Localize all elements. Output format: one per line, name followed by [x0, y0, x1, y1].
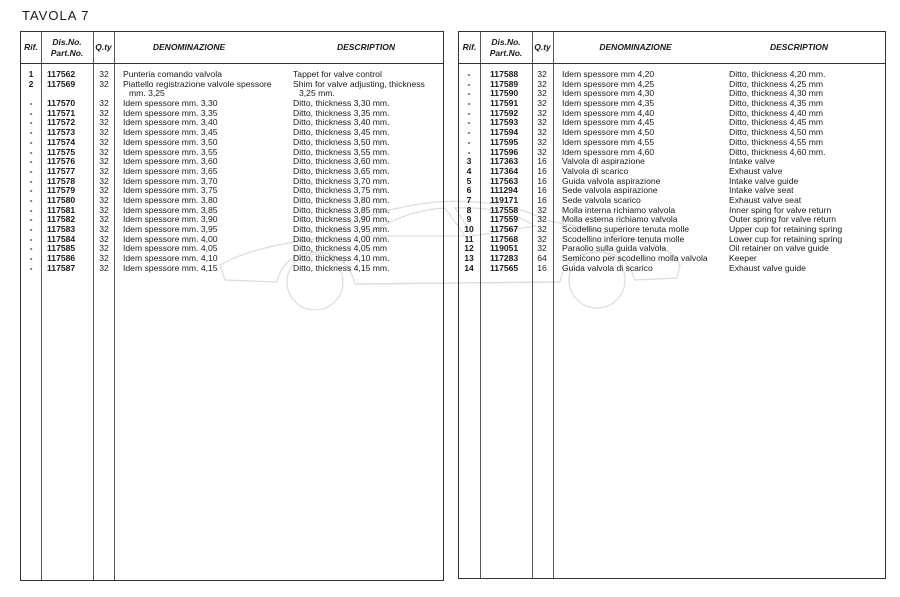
part-number: 111294: [490, 185, 518, 196]
denominazione-text: Idem spessore mm. 3,30: [123, 98, 218, 109]
description-text: Ditto, thickness 4,10 mm.: [293, 253, 390, 264]
quantity: 16: [537, 185, 547, 196]
ref-number: -: [29, 224, 33, 235]
denominazione-text: Scodellino inferiore tenuta molle: [562, 233, 685, 244]
ref-number: -: [29, 117, 33, 128]
ref-number: -: [29, 214, 33, 225]
quantity: 32: [537, 69, 547, 79]
part-number: 117581: [47, 204, 76, 215]
quantity: 16: [537, 175, 547, 186]
header-description: DESCRIPTION: [769, 42, 829, 52]
quantity: 32: [537, 127, 547, 138]
part-number: 117570: [47, 98, 76, 109]
part-number: 117587: [47, 262, 76, 273]
ref-number: -: [29, 98, 33, 109]
table-row: [459, 254, 885, 264]
quantity: 32: [99, 136, 109, 147]
description-text: Ditto, thickness 4,50 mm: [729, 127, 824, 138]
quantity: 32: [537, 107, 547, 118]
quantity: 32: [537, 98, 547, 109]
denominazione-text: Idem spessore mm. 4,05: [123, 243, 218, 254]
ref-number: 7: [466, 194, 472, 205]
denominazione-text: Idem spessore mm. 3,35: [123, 107, 218, 118]
header-part-no: [41, 32, 93, 63]
description-text: Intake valve seat: [729, 185, 794, 196]
denominazione-text: Guida valvola aspirazione: [562, 175, 661, 186]
table-row: [459, 148, 885, 158]
denominazione-text: Idem spessore mm 4,35: [562, 98, 655, 109]
ref-number: -: [29, 165, 33, 176]
ref-number: 1: [28, 69, 34, 79]
ref-number: 6: [466, 185, 472, 196]
part-number: 117569: [47, 78, 76, 89]
quantity: 32: [99, 69, 109, 79]
denominazione-text: Idem spessore mm 4,60: [562, 146, 655, 157]
quantity: 16: [537, 194, 547, 205]
ref-number: -: [29, 243, 33, 254]
header-dis-no: Dis.No.: [52, 36, 82, 47]
denominazione-text: Idem spessore mm. 4,10: [123, 253, 218, 264]
part-number: 117578: [47, 175, 76, 186]
quantity: 32: [99, 194, 109, 205]
header-qty: Q.ty: [95, 42, 112, 52]
ref-number: -: [467, 69, 471, 79]
description-text: Ditto, thickness 4,60 mm.: [729, 146, 826, 157]
denominazione-text: Molla esterna richiamo valvola: [562, 214, 678, 225]
description-text: Exhaust valve seat: [729, 194, 802, 205]
table-row: [21, 80, 443, 99]
description-text: Ditto, thickness 3,30 mm.: [293, 98, 390, 109]
part-number: 117572: [47, 117, 76, 128]
quantity: 32: [99, 214, 109, 225]
ref-number: 12: [464, 243, 474, 254]
part-number: 119051: [490, 243, 519, 254]
description-text: Ditto, thickness 3,40 mm.: [293, 117, 390, 128]
description-text: Ditto, thickness 3,85 mm.: [293, 204, 390, 215]
part-number: 117591: [490, 98, 519, 109]
quantity: 32: [537, 146, 547, 157]
part-number: 117567: [490, 224, 519, 234]
quantity: 32: [99, 156, 109, 167]
ref-number: -: [467, 107, 471, 118]
denominazione-text: Semicono per scodellino molla valvola: [562, 253, 708, 264]
ref-number: -: [29, 194, 33, 205]
ref-number: -: [467, 127, 471, 138]
part-number: 117583: [47, 224, 76, 235]
denominazione-text: Idem spessore mm. 3,75: [123, 185, 218, 196]
description-text: Exhaust valve guide: [729, 262, 806, 273]
table-row: [459, 264, 885, 274]
ref-number: -: [29, 233, 33, 244]
denominazione-text: Idem spessore mm. 4,00: [123, 233, 218, 244]
description-text: Ditto, thickness 4,25 mm: [729, 78, 824, 89]
ref-number: -: [29, 253, 33, 264]
denominazione-text: Punteria comando valvola: [123, 69, 222, 79]
description-text: Tappet for valve control: [293, 69, 382, 79]
ref-number: -: [29, 204, 33, 215]
denominazione-text: Idem spessore mm. 3,90: [123, 214, 218, 225]
denominazione-text: Idem spessore mm. 3,95: [123, 224, 218, 235]
part-number: 117594: [490, 127, 519, 138]
denominazione-text-cont: mm. 3,25: [129, 88, 165, 99]
part-number: 117283: [490, 253, 519, 264]
table-row: [459, 167, 885, 177]
quantity: 32: [537, 224, 547, 234]
parts-table-left: [20, 31, 444, 581]
ref-number: 13: [464, 253, 474, 264]
denominazione-text: Idem spessore mm 4,25: [562, 78, 655, 89]
quantity: 32: [99, 253, 109, 264]
ref-number: -: [29, 185, 33, 196]
description-text: Intake valve guide: [729, 175, 799, 186]
denominazione-text: Sede valvola scarico: [562, 194, 641, 205]
header-part-no: [480, 32, 532, 63]
header-rif: Rif.: [24, 42, 38, 52]
denominazione-text: Idem spessore mm. 4,15: [123, 262, 218, 273]
quantity: 32: [537, 243, 547, 254]
quantity: 32: [99, 204, 109, 215]
denominazione-text: Idem spessore mm. 3,60: [123, 156, 218, 167]
header-denominazione: DENOMINAZIONE: [152, 42, 226, 52]
ref-number: -: [467, 117, 471, 128]
part-number: 117563: [490, 175, 519, 186]
description-text: Ditto, thickness 4,40 mm: [729, 107, 824, 118]
denominazione-text: Valvola di scarico: [562, 165, 629, 176]
header-dis-no: Dis.No.: [491, 36, 521, 47]
description-text: Ditto, thickness 4,55 mm: [729, 136, 824, 147]
denominazione-text: Molla interna richiamo valvola: [562, 204, 676, 215]
part-number: 117580: [47, 194, 76, 205]
denominazione-text: Idem spessore mm 4,30: [562, 88, 655, 99]
quantity: 32: [537, 117, 547, 128]
description-text: Ditto, thickness 3,75 mm.: [293, 185, 390, 196]
denominazione-text: Idem spessore mm. 3,65: [123, 165, 218, 176]
ref-number: 11: [464, 233, 474, 244]
part-number: 117568: [490, 233, 519, 244]
part-number: 117577: [47, 165, 76, 176]
description-text: Ditto, thickness 3,95 mm.: [293, 224, 390, 235]
ref-number: -: [467, 136, 471, 147]
description-text: Lower cup for retaining spring: [729, 233, 843, 244]
header-rif: Rif.: [462, 42, 477, 52]
table-header: [21, 32, 443, 64]
description-text: Ditto, thickness 4,05 mm: [293, 243, 388, 254]
denominazione-text: Idem spessore mm. 3,40: [123, 117, 218, 128]
description-text: Shim for valve adjusting, thickness: [293, 78, 425, 89]
part-number: 117589: [490, 78, 519, 89]
ref-number: 9: [466, 214, 472, 225]
part-number: 117579: [47, 185, 76, 196]
quantity: 32: [99, 146, 109, 157]
part-number: 117562: [47, 69, 76, 79]
quantity: 64: [537, 253, 547, 264]
ref-number: -: [467, 146, 471, 157]
part-number: 117592: [490, 107, 519, 118]
header-part-no-label: Part.No.: [50, 47, 84, 58]
quantity: 32: [99, 185, 109, 196]
quantity: 32: [99, 175, 109, 186]
quantity: 32: [99, 78, 109, 89]
quantity: 32: [99, 243, 109, 254]
table-body: [459, 70, 885, 273]
ref-number: -: [29, 175, 33, 186]
description-text: Ditto, thickness 3,55 mm.: [293, 146, 390, 157]
quantity: 32: [537, 214, 547, 225]
part-number: 117585: [47, 243, 76, 254]
denominazione-text: Guida valvola di scarico: [562, 262, 653, 273]
quantity: 32: [537, 233, 547, 244]
description-text: Intake valve: [729, 156, 775, 167]
description-text: Ditto, thickness 4,45 mm: [729, 117, 824, 128]
ref-number: -: [467, 88, 471, 99]
denominazione-text: Paraolio sulla guida valvola: [562, 243, 667, 254]
part-number: 117575: [47, 146, 76, 157]
part-number: 117595: [490, 136, 519, 147]
quantity: 32: [537, 136, 547, 147]
denominazione-text: Idem spessore mm. 3,45: [123, 127, 218, 138]
parts-table-right: [458, 31, 886, 579]
description-text: Ditto, thickness 3,50 mm.: [293, 136, 390, 147]
description-text: Ditto, thickness 3,45 mm.: [293, 127, 390, 138]
quantity: 32: [99, 117, 109, 128]
table-body: [21, 70, 443, 273]
ref-number: -: [29, 156, 33, 167]
page-title: TAVOLA 7: [22, 8, 90, 23]
description-text: Outer spring for valve return: [729, 214, 836, 225]
quantity: 32: [99, 262, 109, 273]
description-text-cont: 3,25 mm.: [299, 88, 335, 99]
part-number: 117571: [47, 107, 76, 118]
part-number: 117584: [47, 233, 76, 244]
denominazione-text: Piattello registrazione valvole spessore: [123, 78, 272, 89]
denominazione-text: Sede valvola aspirazione: [562, 185, 658, 196]
table-row: [459, 177, 885, 187]
description-text: Oil retainer on valve guide: [729, 243, 829, 254]
header-qty: Q.ty: [534, 42, 551, 52]
table-row: [459, 157, 885, 167]
ref-number: -: [467, 98, 471, 109]
part-number: 117574: [47, 136, 76, 147]
ref-number: 10: [464, 224, 474, 234]
denominazione-text: Idem spessore mm 4,45: [562, 117, 655, 128]
denominazione-text: Idem spessore mm 4,50: [562, 127, 655, 138]
description-text: Upper cup for retaining spring: [729, 224, 843, 234]
ref-number: 8: [466, 204, 472, 215]
description-text: Keeper: [729, 253, 757, 264]
ref-number: 3: [466, 156, 472, 167]
denominazione-text: Idem spessore mm 4,20: [562, 69, 655, 79]
part-number: 117558: [490, 204, 519, 215]
ref-number: 2: [28, 78, 34, 89]
table-row: [459, 186, 885, 196]
ref-number: 14: [464, 262, 474, 273]
denominazione-text: Idem spessore mm. 3,55: [123, 146, 218, 157]
part-number: 117559: [490, 214, 519, 225]
denominazione-text: Scodellino superiore tenuta molle: [562, 224, 690, 234]
description-text: Ditto, thickness 3,80 mm.: [293, 194, 390, 205]
header-part-no-label: Part.No.: [489, 47, 523, 58]
part-number: 117364: [490, 165, 519, 176]
description-text: Ditto, thickness 4,15 mm.: [293, 262, 390, 273]
part-number: 117363: [490, 156, 519, 167]
description-text: Ditto, thickness 4,30 mm: [729, 88, 824, 99]
quantity: 32: [537, 88, 547, 99]
quantity: 32: [99, 98, 109, 109]
description-text: Ditto, thickness 3,70 mm.: [293, 175, 390, 186]
part-number: 117590: [490, 88, 519, 99]
denominazione-text: Idem spessore mm 4,55: [562, 136, 655, 147]
part-number: 117576: [47, 156, 76, 167]
denominazione-text: Idem spessore mm. 3,80: [123, 194, 218, 205]
table-header: [459, 32, 885, 64]
denominazione-text: Idem spessore mm. 3,85: [123, 204, 218, 215]
description-text: Exhaust valve: [729, 165, 783, 176]
quantity: 32: [99, 233, 109, 244]
ref-number: -: [467, 78, 471, 89]
part-number: 117586: [47, 253, 76, 264]
description-text: Ditto, thickness 3,65 mm.: [293, 165, 390, 176]
quantity: 16: [537, 156, 547, 167]
quantity: 32: [99, 165, 109, 176]
part-number: 119171: [490, 194, 519, 205]
description-text: Ditto, thickness 4,00 mm.: [293, 233, 390, 244]
description-text: Ditto, thickness 4,35 mm: [729, 98, 824, 109]
ref-number: 5: [466, 175, 472, 186]
description-text: Ditto, thickness 3,35 mm.: [293, 107, 390, 118]
description-text: Inner sping for valve return: [729, 204, 832, 215]
part-number: 117596: [490, 146, 519, 157]
header-description: DESCRIPTION: [336, 42, 396, 52]
description-text: Ditto, thickness 3,60 mm.: [293, 156, 390, 167]
denominazione-text: Idem spessore mm. 3,50: [123, 136, 218, 147]
description-text: Ditto, thickness 3,90 mm.: [293, 214, 390, 225]
quantity: 32: [99, 107, 109, 118]
part-number: 117573: [47, 127, 76, 138]
ref-number: -: [29, 146, 33, 157]
ref-number: -: [29, 107, 33, 118]
quantity: 32: [99, 224, 109, 235]
quantity: 32: [537, 78, 547, 89]
table-row: [21, 264, 443, 274]
quantity: 16: [537, 165, 547, 176]
header-denominazione: DENOMINAZIONE: [599, 42, 672, 52]
description-text: Ditto, thickness 4,20 mm.: [729, 69, 826, 79]
ref-number: -: [29, 262, 33, 273]
denominazione-text: Valvola di aspirazione: [562, 156, 645, 167]
part-number: 117582: [47, 214, 76, 225]
denominazione-text: Idem spessore mm 4,40: [562, 107, 655, 118]
ref-number: -: [29, 127, 33, 138]
part-number: 117565: [490, 262, 519, 273]
ref-number: 4: [466, 165, 472, 176]
quantity: 16: [537, 262, 547, 273]
quantity: 32: [537, 204, 547, 215]
part-number: 117588: [490, 69, 519, 79]
denominazione-text: Idem spessore mm. 3,70: [123, 175, 218, 186]
ref-number: -: [29, 136, 33, 147]
quantity: 32: [99, 127, 109, 138]
part-number: 117593: [490, 117, 519, 128]
